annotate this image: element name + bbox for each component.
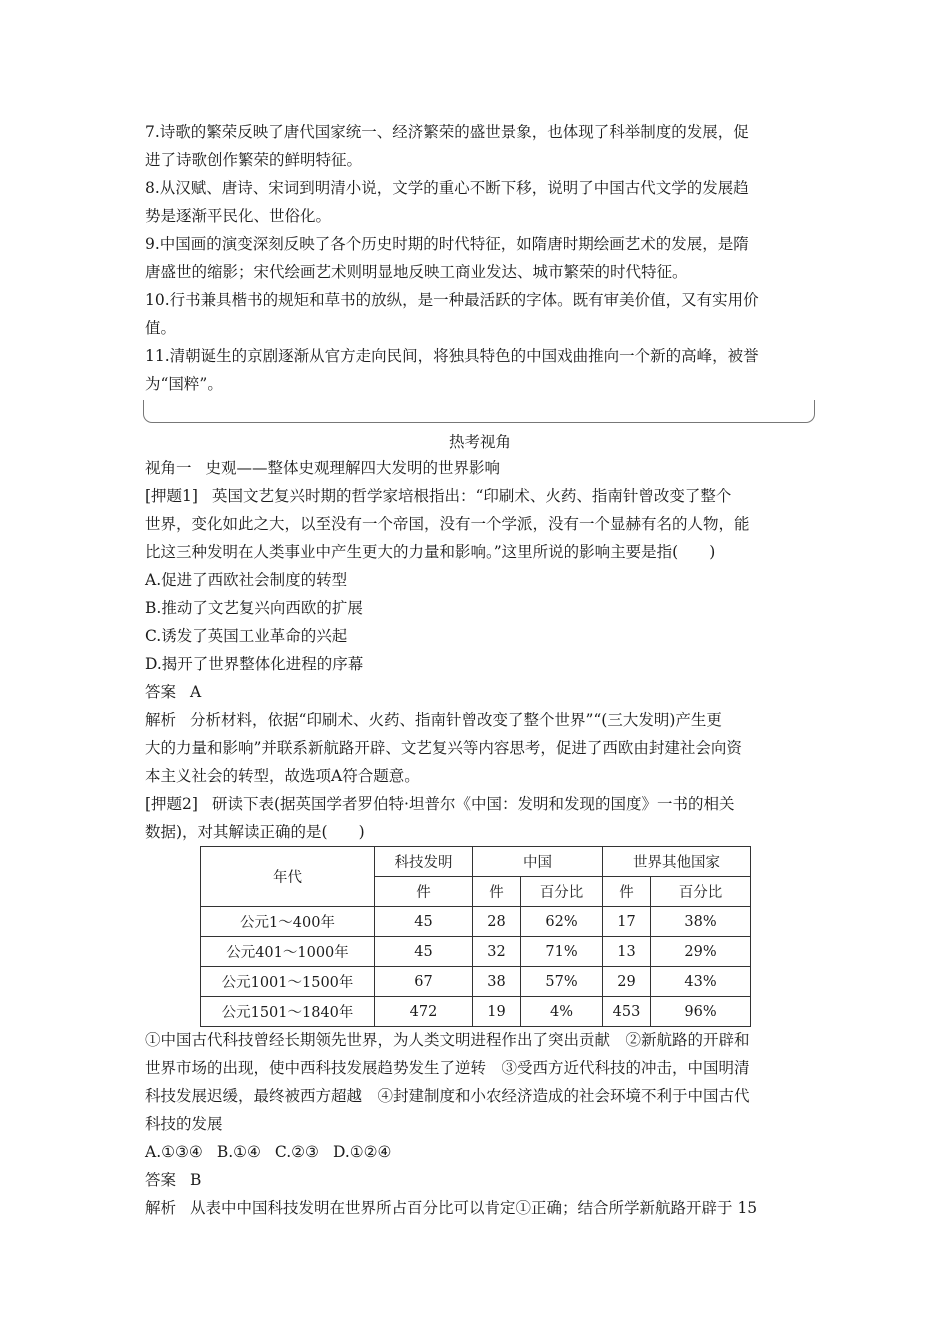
q1-analysis-line-2: 大的力量和影响”并联系新航路开辟、文艺复兴等内容思考，促进了西欧由封建社会向资 — [145, 739, 742, 757]
q2-option-d: D.①②④ — [332, 1143, 392, 1161]
q2-option-c: C.②③ — [274, 1143, 319, 1161]
cell-world-count: 29 — [603, 967, 651, 997]
cell-total: 67 — [375, 967, 473, 997]
header-world-unit: 件 — [603, 877, 651, 907]
q2-stem-text: 研读下表(据英国学者罗伯特·坦普尔《中国：发明和发现的国度》一书的相关 — [211, 795, 735, 813]
perspective-text: 史观——整体史观理解四大发明的世界影响 — [205, 459, 501, 477]
cell-china-pct: 71% — [521, 937, 603, 967]
cell-world-pct: 29% — [651, 937, 751, 967]
cell-year: 公元1501～1840年 — [201, 997, 375, 1027]
cell-world-pct: 38% — [651, 907, 751, 937]
q2-statement-line-3: 科技发展迟缓，最终被西方超越 ④封建制度和小农经济造成的社会环境不利于中国古代 — [145, 1087, 750, 1105]
q2-answer — [145, 1166, 815, 1194]
q1-stem-line-3: 比这三种发明在人类事业中产生更大的力量和影响。”这里所说的影响主要是指( ) — [145, 543, 716, 561]
table-row — [201, 907, 751, 937]
q2-analysis-label: 解析 — [145, 1199, 177, 1217]
perspective-label: 视角一 — [145, 459, 192, 477]
review-point-10-cont: 值。 — [145, 319, 177, 337]
q2-analysis — [145, 1194, 815, 1222]
review-point-7: 7.诗歌的繁荣反映了唐代国家统一、经济繁荣的盛世景象，也体现了科举制度的发展，促 — [145, 123, 749, 141]
q2-statement-line-4: 科技的发展 — [145, 1115, 223, 1133]
q2-answer-value: B — [190, 1171, 202, 1189]
q2-stem-line-1 — [145, 790, 815, 818]
q2-analysis-text: 从表中中国科技发明在世界所占百分比可以肯定①正确；结合所学新航路开辟于 15 — [190, 1199, 758, 1217]
review-point-7-cont: 进了诗歌创作繁荣的鲜明特征。 — [145, 151, 363, 169]
cell-total: 45 — [375, 907, 473, 937]
header-china-unit: 件 — [473, 877, 521, 907]
q1-stem-text: 英国文艺复兴时期的哲学家培根指出：“印刷术、火药、指南针曾改变了整个 — [211, 487, 732, 505]
q1-analysis-line-3: 本主义社会的转型，故选项A符合题意。 — [145, 767, 420, 785]
review-point-10: 10.行书兼具楷书的规矩和草书的放纵，是一种最活跃的字体。既有审美价值，又有实用价 — [145, 291, 759, 309]
q1-option-d: D.揭开了世界整体化进程的序幕 — [145, 655, 364, 673]
review-point-9-cont: 唐盛世的缩影；宋代绘画艺术则明显地反映工商业发达、城市繁荣的时代特征。 — [145, 263, 688, 281]
header-china-pct: 百分比 — [521, 877, 603, 907]
review-point-11: 11.清朝诞生的京剧逐渐从官方走向民间，将独具特色的中国戏曲推向一个新的高峰，被誉 — [145, 347, 759, 365]
q1-stem-line-2: 世界，变化如此之大，以至没有一个帝国，没有一个学派，没有一个显赫有名的人物，能 — [145, 515, 750, 533]
cell-year: 公元401～1000年 — [201, 937, 375, 967]
q2-statement-line-1: ①中国古代科技曾经长期领先世界，为人类文明进程作出了突出贡献 ②新航路的开辟和 — [145, 1031, 750, 1049]
cell-world-count: 17 — [603, 907, 651, 937]
q1-answer — [145, 678, 815, 706]
review-point-11-cont: 为“国粹”。 — [145, 375, 223, 393]
review-point-8: 8.从汉赋、唐诗、宋词到明清小说，文学的重心不断下移，说明了中国古代文学的发展趋 — [145, 179, 749, 197]
review-box-frame — [143, 400, 815, 423]
q1-analysis-text: 分析材料，依据“印刷术、火药、指南针曾改变了整个世界”“(三大发明)产生更 — [190, 711, 722, 729]
q2-stem-line-2: 数据)，对其解读正确的是( ) — [145, 823, 365, 841]
cell-china-count: 32 — [473, 937, 521, 967]
table-header-row-1 — [201, 847, 751, 877]
cell-china-pct: 62% — [521, 907, 603, 937]
header-total: 科技发明 — [375, 847, 473, 877]
q2-statement-line-2: 世界市场的出现，使中西科技发展趋势发生了逆转 ③受西方近代科技的冲击，中国明清 — [145, 1059, 750, 1077]
cell-total: 472 — [375, 997, 473, 1027]
q2-answer-label: 答案 — [145, 1171, 177, 1189]
cell-world-count: 13 — [603, 937, 651, 967]
cell-china-pct: 57% — [521, 967, 603, 997]
q1-option-b: B.推动了文艺复兴向西欧的扩展 — [145, 599, 363, 617]
table-row — [201, 967, 751, 997]
q1-answer-value: A — [190, 683, 202, 701]
header-world: 世界其他国家 — [603, 847, 751, 877]
q1-option-c: C.诱发了英国工业革命的兴起 — [145, 627, 348, 645]
cell-world-pct: 96% — [651, 997, 751, 1027]
header-china: 中国 — [473, 847, 603, 877]
q1-analysis-line-1 — [145, 706, 815, 734]
q1-stem-line-1 — [145, 482, 815, 510]
table-row — [201, 997, 751, 1027]
inventions-table — [200, 846, 751, 1027]
review-point-8-cont: 势是逐渐平民化、世俗化。 — [145, 207, 332, 225]
cell-world-pct: 43% — [651, 967, 751, 997]
cell-china-count: 28 — [473, 907, 521, 937]
q2-option-a: A.①③④ — [145, 1143, 203, 1161]
cell-world-count: 453 — [603, 997, 651, 1027]
cell-year: 公元1～400年 — [201, 907, 375, 937]
header-year: 年代 — [201, 847, 375, 907]
q1-tag: [押题1] — [145, 487, 198, 505]
review-point-9: 9.中国画的演变深刻反映了各个历史时期的时代特征，如隋唐时期绘画艺术的发展，是隋 — [145, 235, 749, 253]
perspective-heading — [145, 454, 815, 482]
section-title: 热考视角 — [448, 433, 511, 451]
cell-china-count: 38 — [473, 967, 521, 997]
header-world-pct: 百分比 — [651, 877, 751, 907]
cell-total: 45 — [375, 937, 473, 967]
q1-option-a: A.促进了西欧社会制度的转型 — [145, 571, 348, 589]
cell-year: 公元1001～1500年 — [201, 967, 375, 997]
q2-tag: [押题2] — [145, 795, 198, 813]
table-row — [201, 937, 751, 967]
q1-answer-label: 答案 — [145, 683, 177, 701]
cell-china-count: 19 — [473, 997, 521, 1027]
q1-analysis-label: 解析 — [145, 711, 177, 729]
header-total-unit: 件 — [375, 877, 473, 907]
cell-china-pct: 4% — [521, 997, 603, 1027]
q2-options — [145, 1138, 815, 1166]
q2-option-b: B.①④ — [216, 1143, 261, 1161]
